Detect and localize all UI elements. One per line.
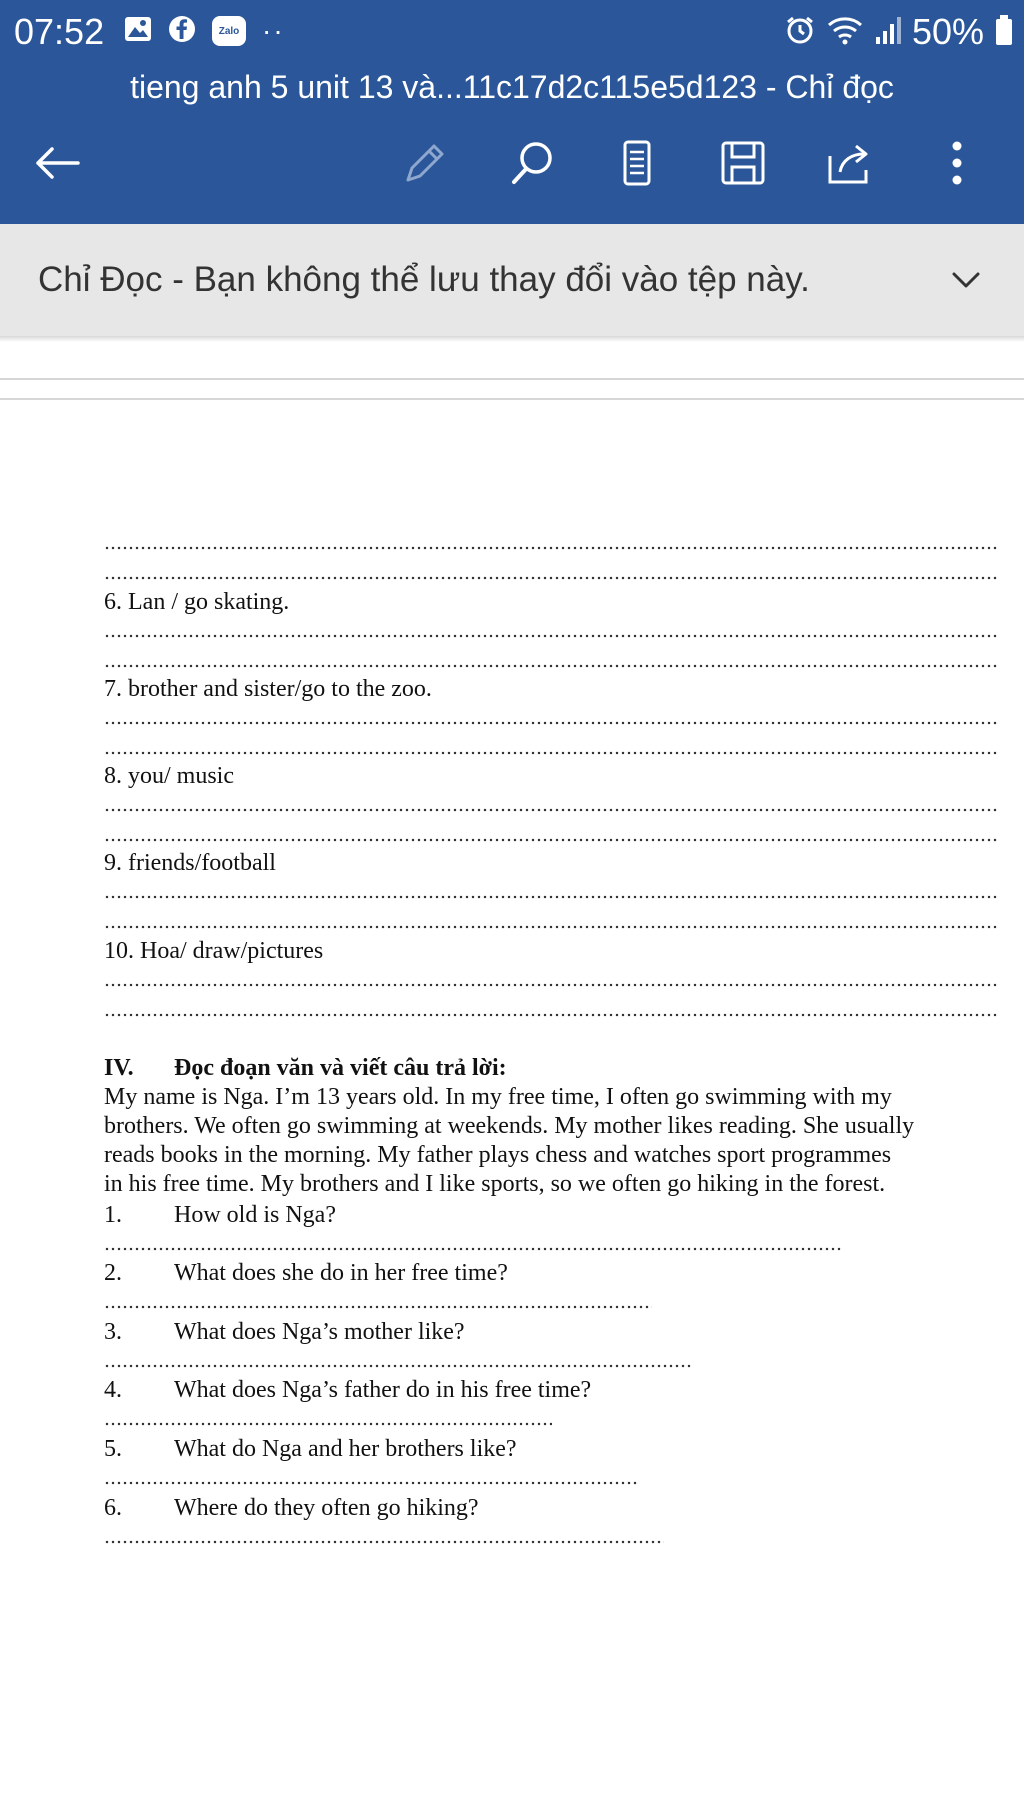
question-number: 4. <box>104 1377 122 1403</box>
question-number: 5. <box>104 1436 122 1462</box>
answer-line <box>104 1305 652 1309</box>
answer-line <box>104 1013 998 1017</box>
answer-line <box>104 1481 638 1485</box>
question-text: What do Nga and her brothers like? <box>174 1436 517 1462</box>
more-dots-icon: ·· <box>262 15 285 46</box>
passage-line: reads books in the morning. My father plays chess and watches sport programmes <box>104 1142 892 1168</box>
question-number: 2. <box>104 1260 122 1286</box>
exercise-item-8: 8. you/ music <box>104 763 234 789</box>
exercise-item-7: 7. brother and sister/go to the zoo. <box>104 676 432 702</box>
passage-line: in his free time. My brothers and I like sports, so we often go hiking in the forest. <box>104 1171 886 1197</box>
section-number: IV. <box>104 1055 134 1081</box>
question-text: How old is Nga? <box>174 1202 336 1228</box>
section-heading <box>104 1053 507 1083</box>
answer-line <box>104 1364 692 1368</box>
answer-line <box>104 664 998 668</box>
answer-line <box>104 634 998 638</box>
zalo-icon-label: Zalo <box>218 25 240 37</box>
section-title: Đọc đoạn văn và viết câu trả lời: <box>174 1055 507 1081</box>
question-number: 1. <box>104 1202 122 1228</box>
status-time: 07:52 <box>14 11 105 52</box>
answer-line <box>104 1247 842 1251</box>
answer-line <box>104 576 998 580</box>
answer-line <box>104 925 998 929</box>
exercise-item-6: 6. Lan / go skating. <box>104 589 290 615</box>
answer-line <box>104 751 998 755</box>
exercise-item-9: 9. friends/football <box>104 850 276 876</box>
answer-line <box>104 983 998 987</box>
read-only-message: Chỉ Đọc - Bạn không thể lưu thay đổi vào tệp này. <box>38 260 810 299</box>
answer-line <box>104 838 998 842</box>
answer-line <box>104 546 998 550</box>
passage-line: My name is Nga. I’m 13 years old. In my free time, I often go swimming with my <box>104 1084 892 1110</box>
question-number: 6. <box>104 1495 122 1521</box>
answer-line <box>104 1540 664 1544</box>
answer-line <box>104 721 998 725</box>
question-text: What does she do in her free time? <box>174 1260 508 1286</box>
answer-line <box>104 1422 552 1426</box>
exercise-item-10: 10. Hoa/ draw/pictures <box>104 938 324 964</box>
question-text: What does Nga’s father do in his free time? <box>174 1377 592 1403</box>
answer-line <box>104 895 998 899</box>
question-text: What does Nga’s mother like? <box>174 1319 465 1345</box>
answer-line <box>104 808 998 812</box>
question-text: Where do they often go hiking? <box>174 1495 479 1521</box>
question-number: 3. <box>104 1319 122 1345</box>
document-title: tieng anh 5 unit 13 và...11c17d2c115e5d123 - Chỉ đọc <box>130 69 894 105</box>
passage-line: brothers. We often go swimming at weekends. My mother likes reading. She usually <box>104 1113 915 1139</box>
battery-percent: 50% <box>911 11 984 52</box>
